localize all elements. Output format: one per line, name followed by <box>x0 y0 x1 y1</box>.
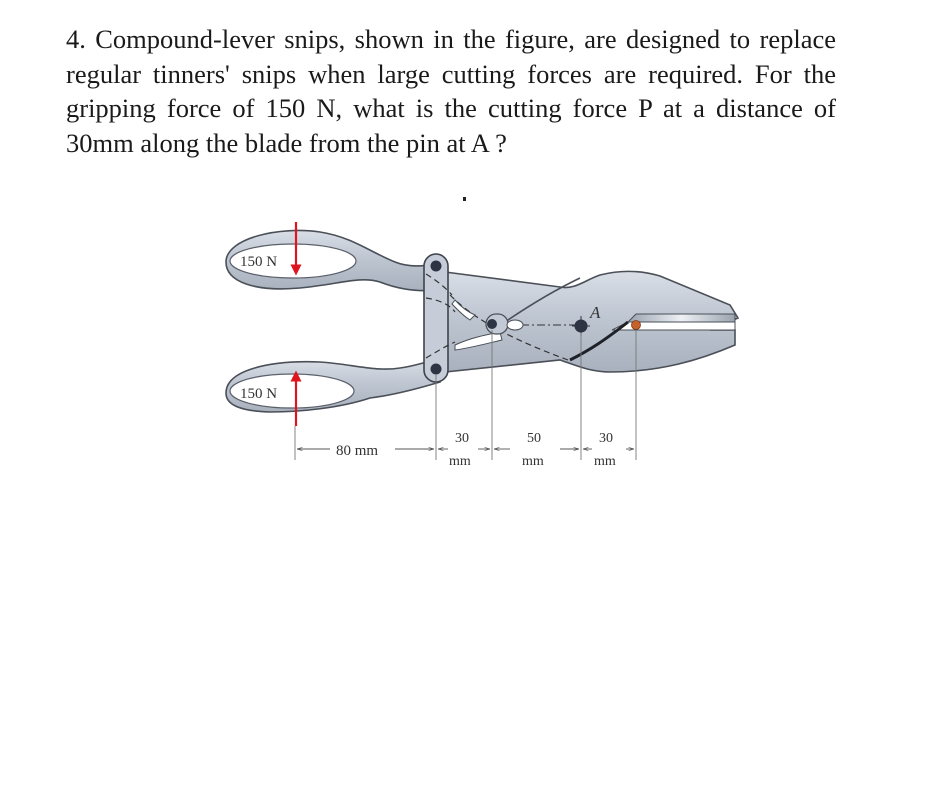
pin-a-label: A <box>590 303 601 322</box>
dim-30b-unit: mm <box>594 454 616 469</box>
dim-80mm: 80 mm <box>336 443 379 459</box>
pin-bottom <box>431 364 442 375</box>
pin-top <box>431 261 442 272</box>
force-label-top: 150 N <box>240 254 278 270</box>
dim-50-value: 50 <box>527 431 541 446</box>
dim-50-unit: mm <box>522 454 544 469</box>
force-label-bottom: 150 N <box>240 386 278 402</box>
dim-30-value: 30 <box>455 431 469 446</box>
problem-statement: 4. Compound-lever snips, shown in the figure, are designed to replace regular tinners' snips when large cutting forces are required. For the gripping force of 150 N, what is the cutting force P at a distance of 30mm along the blade from the pin at A ? <box>66 24 836 158</box>
cutting-point-p <box>632 321 641 330</box>
pin-link <box>487 319 497 329</box>
dim-30b-value: 30 <box>599 431 613 446</box>
dim-30-unit: mm <box>449 454 471 469</box>
